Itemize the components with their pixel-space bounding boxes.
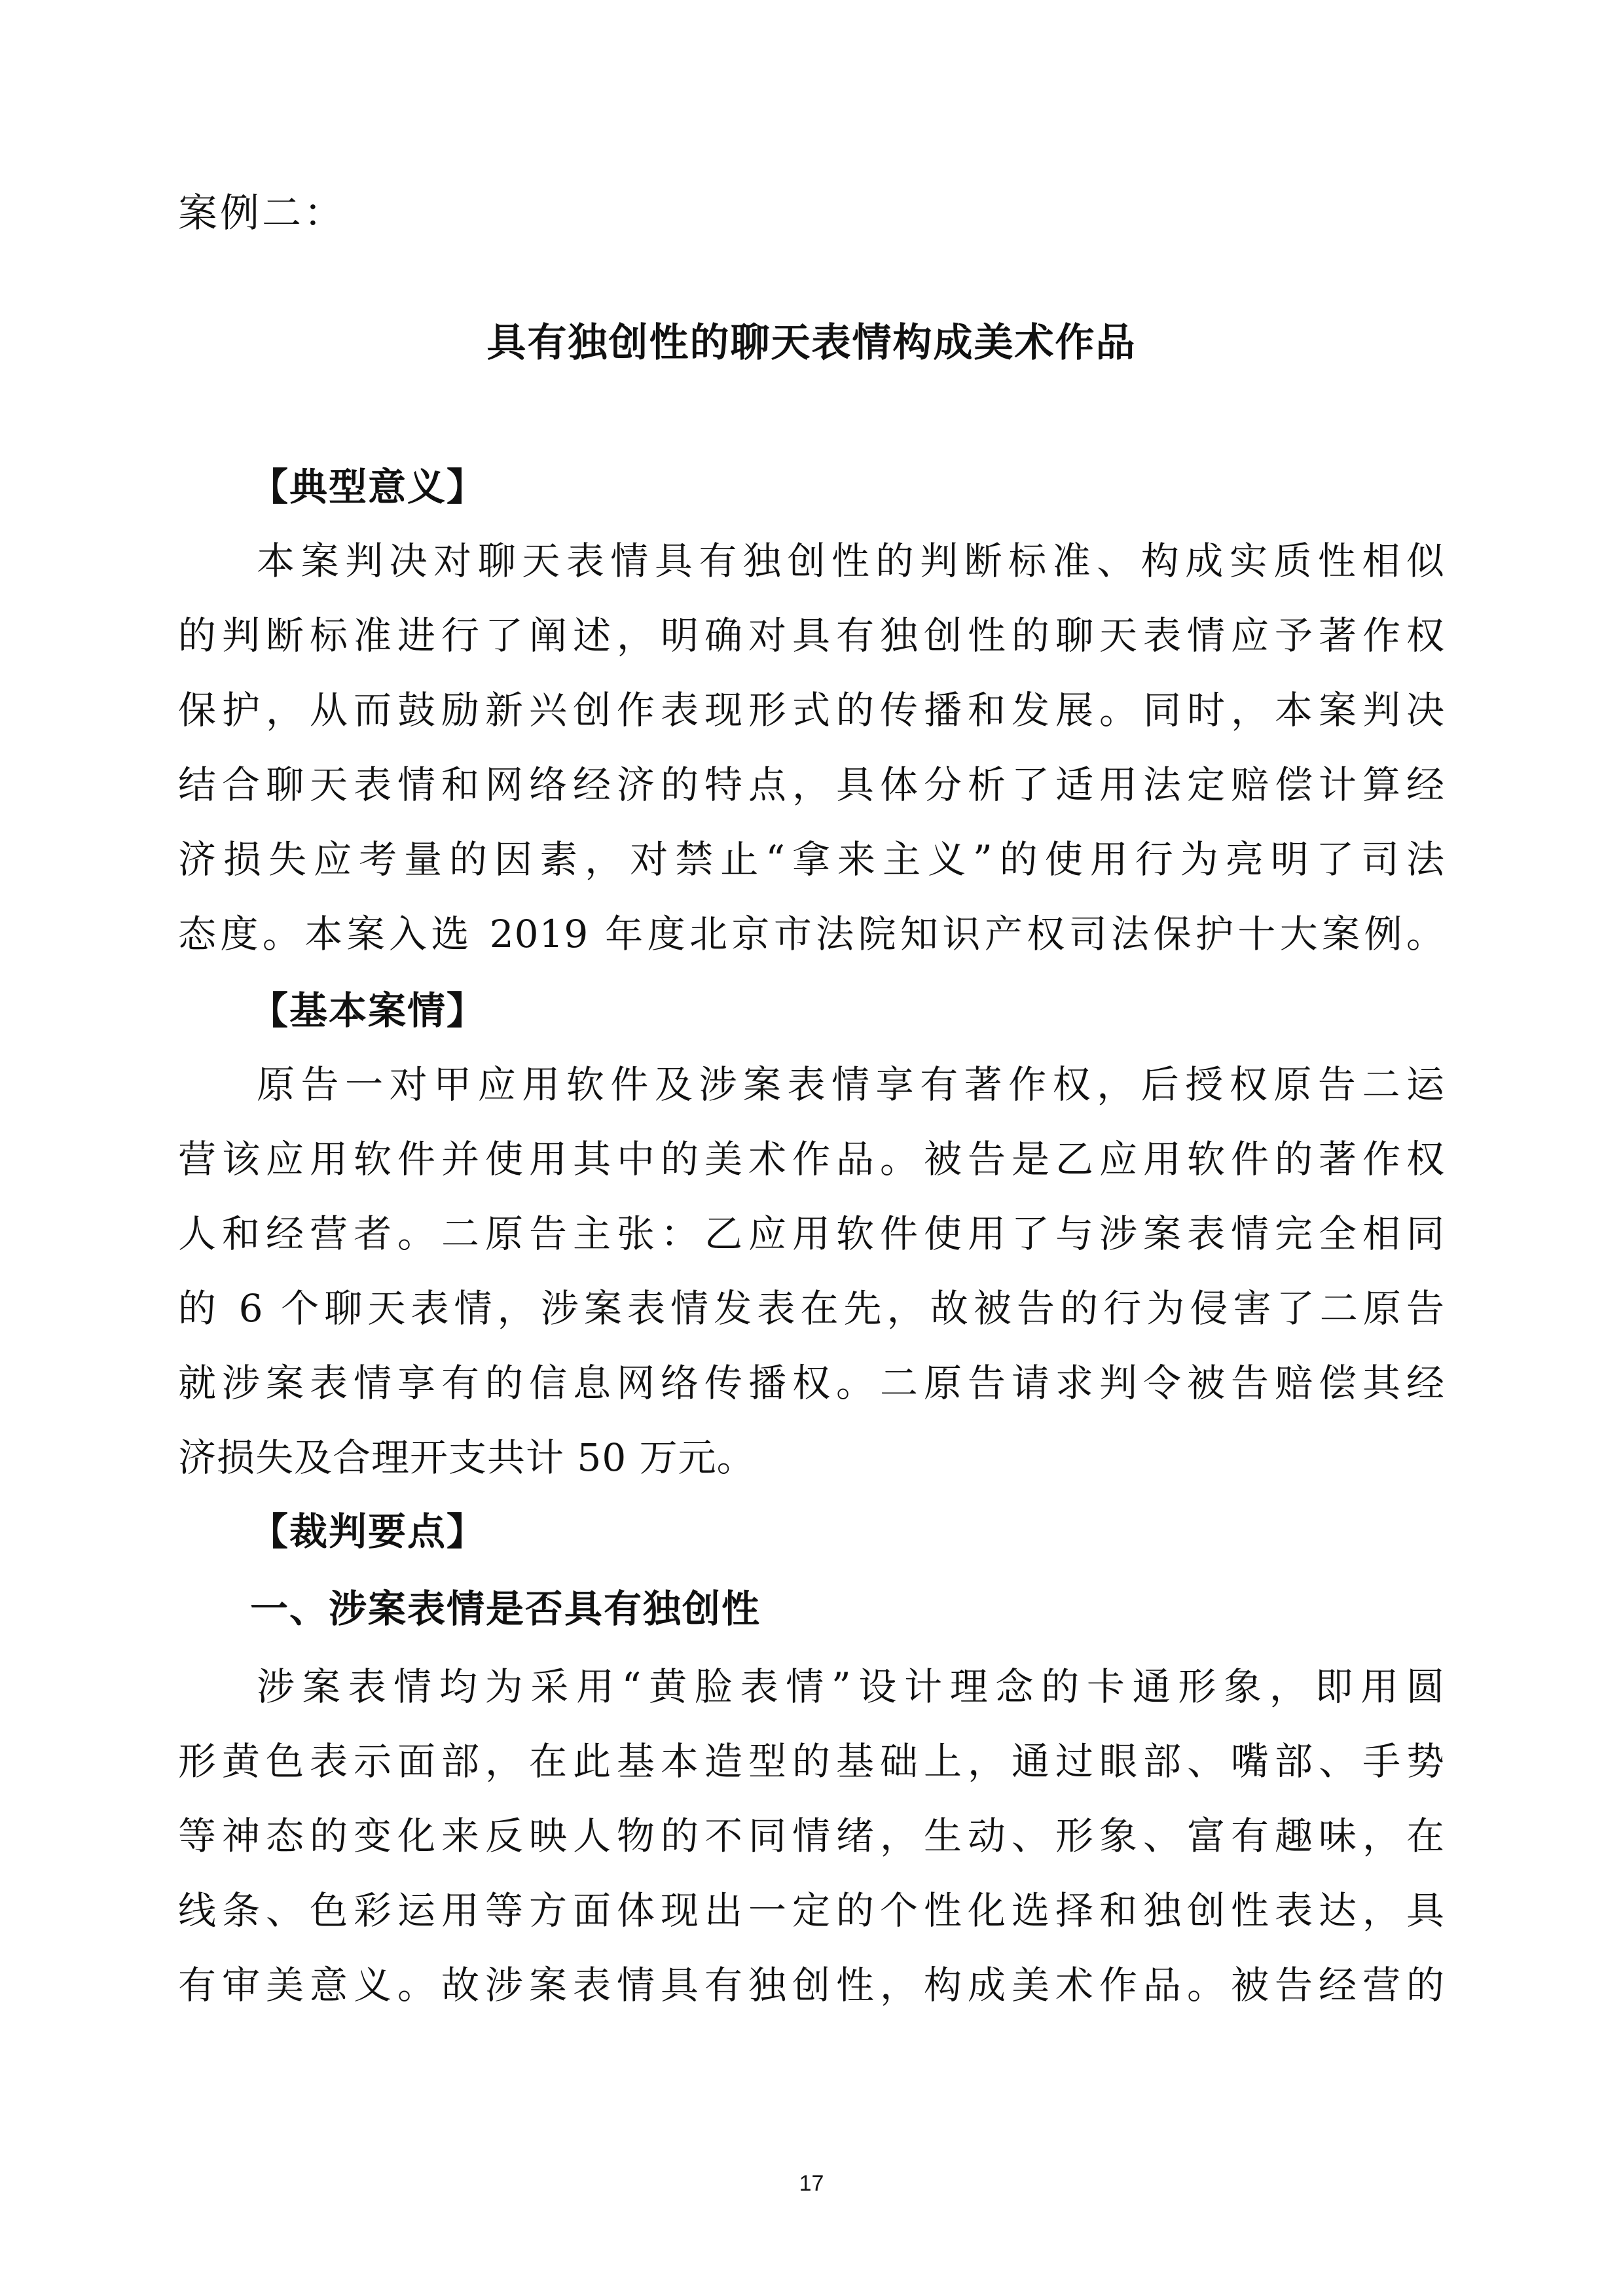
paragraph-line: 的判断标准进行了阐述，明确对具有独创性的聊天表情应予著作权 xyxy=(178,613,1445,658)
paragraph-line: 态度。本案入选 2019 年度北京市法院知识产权司法保护十大案例。 xyxy=(178,912,1445,956)
subsection-originality xyxy=(178,1583,1445,1635)
paragraph-holding xyxy=(178,1649,1445,2022)
subsection-heading-originality: 一、涉案表情是否具有独创性 xyxy=(250,1587,761,1631)
paragraph-line: 营该应用软件并使用其中的美术作品。被告是乙应用软件的著作权 xyxy=(178,1137,1445,1181)
paragraph-line: 有审美意义。故涉案表情具有独创性，构成美术作品。被告经营的 xyxy=(178,1963,1445,2007)
paragraph-line: 等神态的变化来反映人物的不同情绪，生动、形象、富有趣味，在 xyxy=(178,1814,1445,1858)
section-heading-facts: 【基本案情】 xyxy=(250,988,486,1033)
paragraph-line: 本案判决对聊天表情具有独创性的判断标准、构成实质性相似 xyxy=(257,539,1445,583)
document-title: 具有独创性的聊天表情构成美术作品 xyxy=(486,320,1137,366)
paragraph-facts xyxy=(178,1047,1445,1495)
paragraph-line: 济损失应考量的因素，对禁止“拿来主义”的使用行为亮明了司法 xyxy=(178,837,1445,882)
paragraph-line: 涉案表情均为采用“黄脸表情”设计理念的卡通形象，即用圆 xyxy=(257,1664,1445,1709)
paragraph-line: 保护，从而鼓励新兴创作表现形式的传播和发展。同时，本案判决 xyxy=(178,688,1445,732)
paragraph-line: 结合聊天表情和网络经济的特点，具体分析了适用法定赔偿计算经 xyxy=(178,762,1445,807)
paragraph-line: 原告一对甲应用软件及涉案表情享有著作权，后授权原告二运 xyxy=(257,1062,1445,1107)
section-holding xyxy=(178,1505,1445,1558)
paragraph-significance xyxy=(178,524,1445,971)
paragraph-line: 线条、色彩运用等方面体现出一定的个性化选择和独创性表达，具 xyxy=(178,1888,1445,1933)
paragraph-line: 就涉案表情享有的信息网络传播权。二原告请求判令被告赔偿其经 xyxy=(178,1361,1445,1405)
section-significance xyxy=(178,461,1445,513)
paragraph-line: 人和经营者。二原告主张：乙应用软件使用了与涉案表情完全相同 xyxy=(178,1211,1445,1256)
paragraph-line: 的 6 个聊天表情，涉案表情发表在先，故被告的行为侵害了二原告 xyxy=(178,1286,1445,1331)
section-heading-significance: 【典型意义】 xyxy=(250,465,486,509)
section-facts xyxy=(178,984,1445,1037)
paragraph-line: 形黄色表示面部，在此基本造型的基础上，通过眼部、嘴部、手势 xyxy=(178,1739,1445,1784)
paragraph-line: 济损失及合理开支共计 50 万元。 xyxy=(178,1435,756,1480)
page-number: 17 xyxy=(799,2171,824,2196)
section-heading-holding: 【裁判要点】 xyxy=(250,1509,486,1554)
case-label: 案例二： xyxy=(178,190,346,236)
